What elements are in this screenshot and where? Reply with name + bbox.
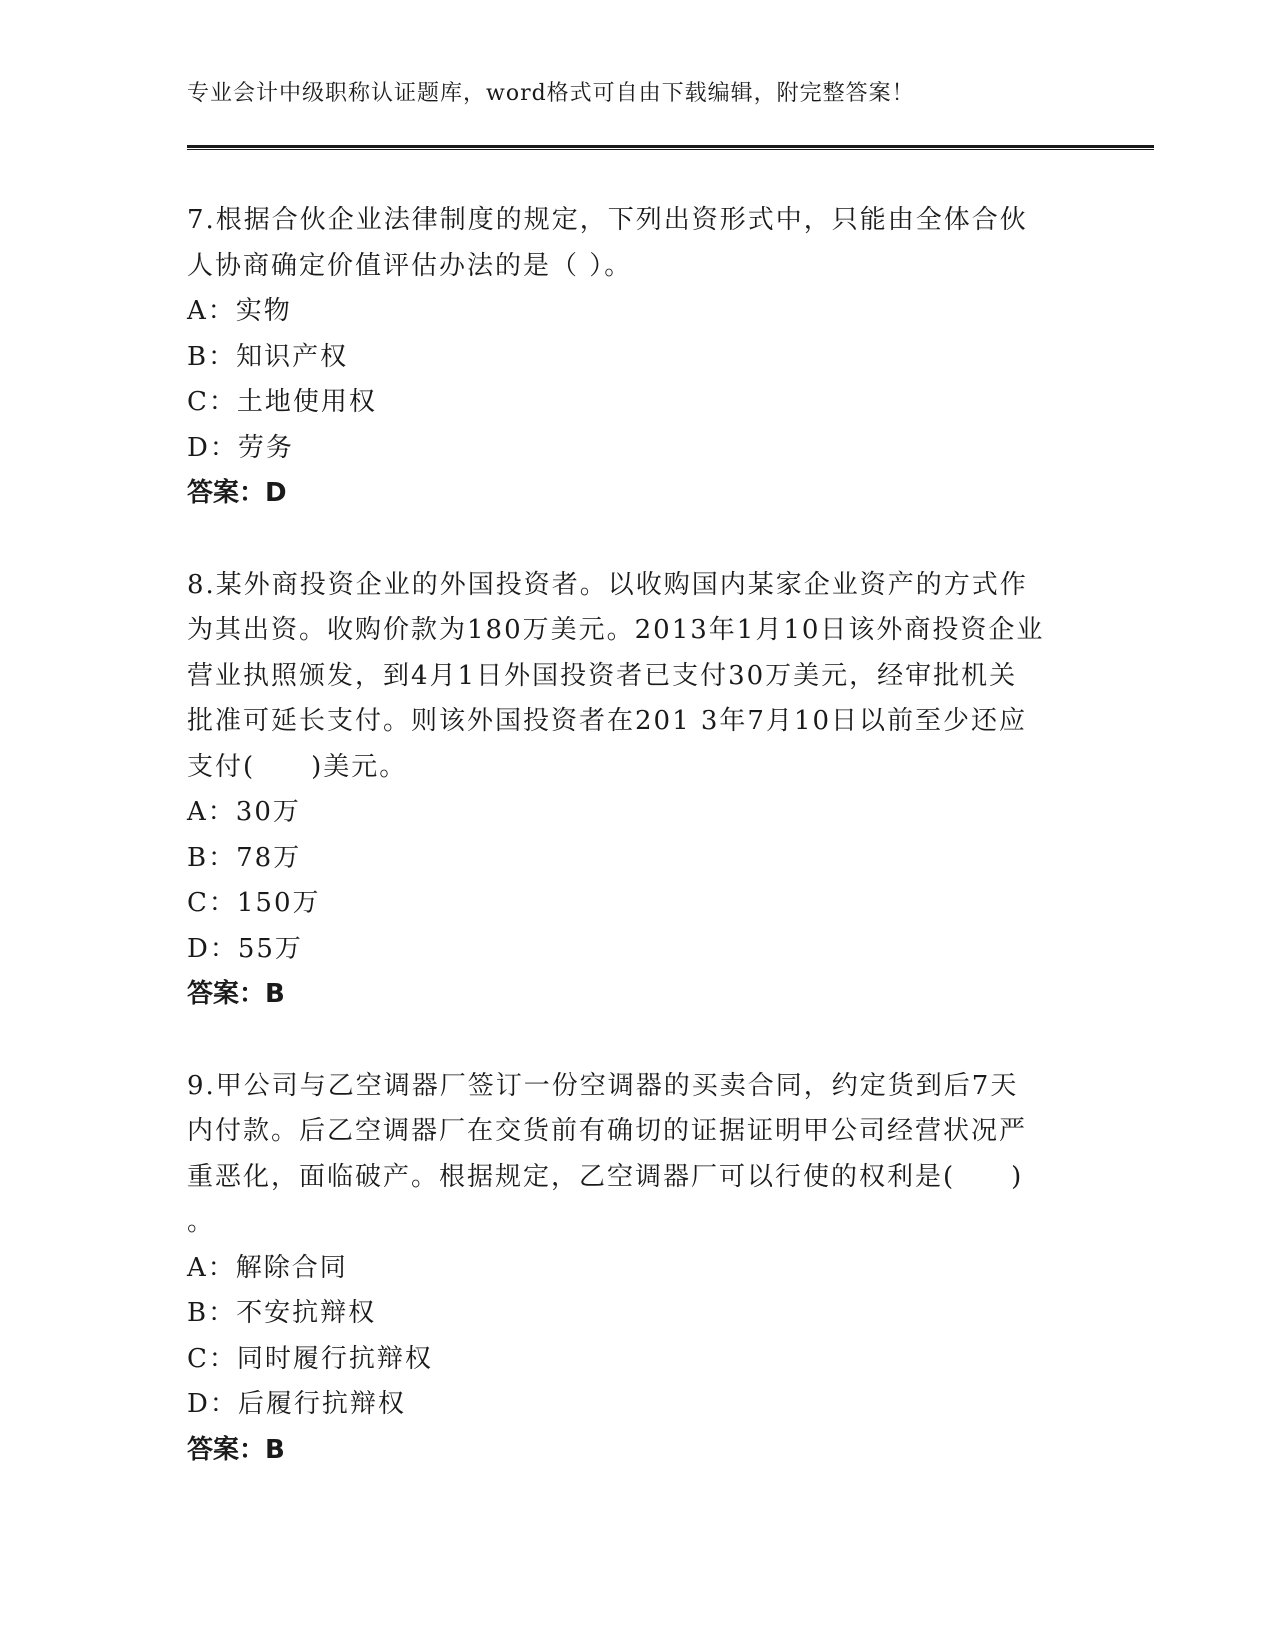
question-stem: 7.根据合伙企业法律制度的规定，下列出资形式中，只能由全体合伙 人协商确定价值评估办法的是（ ）。	[187, 205, 1028, 281]
question-list	[187, 198, 1087, 1519]
answer: 答案：D	[187, 478, 287, 508]
option-c: C：同时履行抗辩权	[187, 1343, 433, 1374]
option-b: B：不安抗辩权	[187, 1298, 377, 1328]
option-a: A：实物	[187, 296, 292, 326]
answer: 答案：B	[187, 979, 285, 1009]
option-c: C：150万	[187, 888, 321, 918]
question-stem: 9.甲公司与乙空调器厂签订一份空调器的买卖合同，约定货到后7天 内付款。后乙空调器厂在交货前有确切的证据证明甲公司经营状况严 重恶化，面临破产。根据规定，乙空调器厂可以行使的权利是( ) 。	[187, 1070, 1028, 1237]
option-b: B：78万	[187, 842, 302, 873]
option-a: A：30万	[187, 797, 301, 827]
question-7	[187, 198, 1087, 517]
option-a: A：解除合同	[187, 1252, 348, 1283]
page-header-text: 专业会计中级职称认证题库，word格式可自由下载编辑，附完整答案！	[187, 81, 915, 106]
option-b: B：知识产权	[187, 341, 349, 372]
answer: 答案：B	[187, 1434, 285, 1465]
option-d: D：55万	[187, 933, 303, 964]
option-d: D：后履行抗辩权	[187, 1389, 406, 1419]
question-stem: 8.某外商投资企业的外国投资者。以收购国内某家企业资产的方式作 为其出资。收购价款为180万美元。2013年1月10日该外商投资企业 营业执照颁发，到4月1日外国投资者已支付30万美元，经审批机关 批准可延长支付。则该外国投资者在201 3年7月10日以前至少还应 支付( )美元。	[187, 569, 1045, 782]
header-divider	[187, 145, 1154, 150]
question-9	[187, 1064, 1087, 1474]
option-d: D：劳务	[187, 432, 294, 463]
option-c: C：土地使用权	[187, 387, 377, 417]
question-8	[187, 563, 1087, 1018]
